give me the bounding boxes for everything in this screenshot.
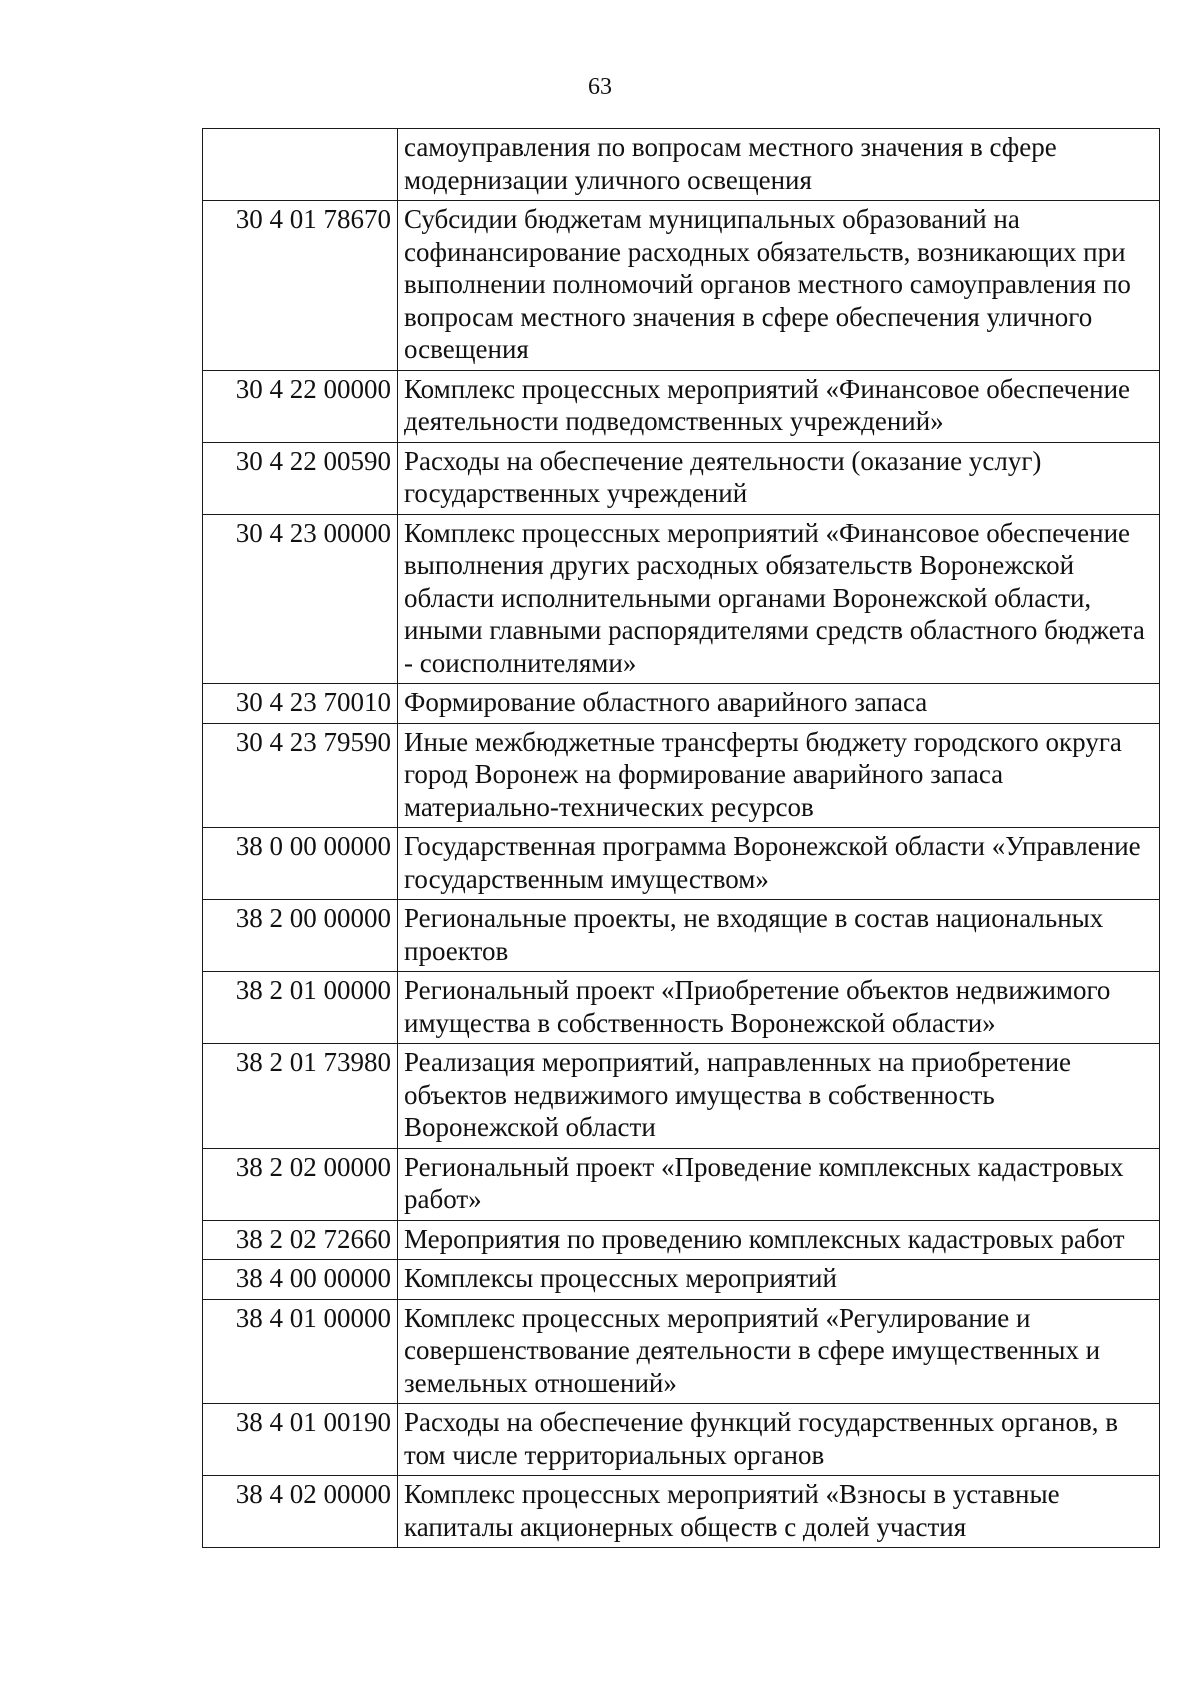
row-code: 38 2 02 72660 bbox=[203, 1220, 398, 1260]
table-row bbox=[203, 442, 1160, 514]
table-row bbox=[203, 370, 1160, 442]
row-code: 30 4 23 70010 bbox=[203, 684, 398, 724]
table-row bbox=[203, 1476, 1160, 1548]
row-description: Расходы на обеспечение деятельности (оказание услуг) государственных учреждений bbox=[398, 442, 1160, 514]
table-row bbox=[203, 972, 1160, 1044]
row-description: Региональный проект «Приобретение объектов недвижимого имущества в собственность Воронежской области» bbox=[398, 972, 1160, 1044]
row-description: Региональные проекты, не входящие в состав национальных проектов bbox=[398, 900, 1160, 972]
row-code: 38 2 01 00000 bbox=[203, 972, 398, 1044]
row-code: 38 2 01 73980 bbox=[203, 1044, 398, 1149]
row-code: 30 4 01 78670 bbox=[203, 201, 398, 371]
row-code: 30 4 23 79590 bbox=[203, 723, 398, 828]
row-description: Комплекс процессных мероприятий «Взносы в уставные капиталы акционерных обществ с долей участия bbox=[398, 1476, 1160, 1548]
row-code: 38 4 01 00190 bbox=[203, 1404, 398, 1476]
row-code: 30 4 22 00000 bbox=[203, 370, 398, 442]
table-row bbox=[203, 1404, 1160, 1476]
row-code: 38 2 00 00000 bbox=[203, 900, 398, 972]
table-row bbox=[203, 1260, 1160, 1300]
table-body bbox=[203, 129, 1160, 1548]
row-code: 38 4 00 00000 bbox=[203, 1260, 398, 1300]
row-code: 38 4 02 00000 bbox=[203, 1476, 398, 1548]
table-row bbox=[203, 1299, 1160, 1404]
table-row bbox=[203, 1220, 1160, 1260]
table-row bbox=[203, 201, 1160, 371]
table-row bbox=[203, 828, 1160, 900]
row-description: Мероприятия по проведению комплексных кадастровых работ bbox=[398, 1220, 1160, 1260]
row-code: 30 4 22 00590 bbox=[203, 442, 398, 514]
row-description: Комплекс процессных мероприятий «Финансовое обеспечение выполнения других расходных обязательств Воронежской области исполнительными органами Воронежской области, иными главными распорядителями средств областного бюджета - соисполнителями» bbox=[398, 514, 1160, 684]
row-description: Субсидии бюджетам муниципальных образований на софинансирование расходных обязательств, возникающих при выполнении полномочий органов местного самоуправления по вопросам местного значения в сфере обеспечения уличного освещения bbox=[398, 201, 1160, 371]
table-row bbox=[203, 129, 1160, 201]
table-row bbox=[203, 900, 1160, 972]
table-row bbox=[203, 684, 1160, 724]
row-description: Государственная программа Воронежской области «Управление государственным имуществом» bbox=[398, 828, 1160, 900]
row-code: 38 0 00 00000 bbox=[203, 828, 398, 900]
table-row bbox=[203, 514, 1160, 684]
row-description: Реализация мероприятий, направленных на приобретение объектов недвижимого имущества в собственность Воронежской области bbox=[398, 1044, 1160, 1149]
row-description: Комплексы процессных мероприятий bbox=[398, 1260, 1160, 1300]
row-description: самоуправления по вопросам местного значения в сфере модернизации уличного освещения bbox=[398, 129, 1160, 201]
row-description: Региональный проект «Проведение комплексных кадастровых работ» bbox=[398, 1148, 1160, 1220]
page-number: 63 bbox=[588, 74, 612, 100]
budget-classification-table bbox=[202, 128, 1160, 1548]
row-description: Комплекс процессных мероприятий «Регулирование и совершенствование деятельности в сфере имущественных и земельных отношений» bbox=[398, 1299, 1160, 1404]
row-description: Иные межбюджетные трансферты бюджету городского округа город Воронеж на формирование аварийного запаса материально-технических ресурсов bbox=[398, 723, 1160, 828]
table-row bbox=[203, 1044, 1160, 1149]
table-row bbox=[203, 723, 1160, 828]
row-code: 38 2 02 00000 bbox=[203, 1148, 398, 1220]
table-row bbox=[203, 1148, 1160, 1220]
row-description: Расходы на обеспечение функций государственных органов, в том числе территориальных органов bbox=[398, 1404, 1160, 1476]
row-code: 38 4 01 00000 bbox=[203, 1299, 398, 1404]
row-code: 30 4 23 00000 bbox=[203, 514, 398, 684]
row-description: Формирование областного аварийного запаса bbox=[398, 684, 1160, 724]
row-description: Комплекс процессных мероприятий «Финансовое обеспечение деятельности подведомственных учреждений» bbox=[398, 370, 1160, 442]
row-code bbox=[203, 129, 398, 201]
